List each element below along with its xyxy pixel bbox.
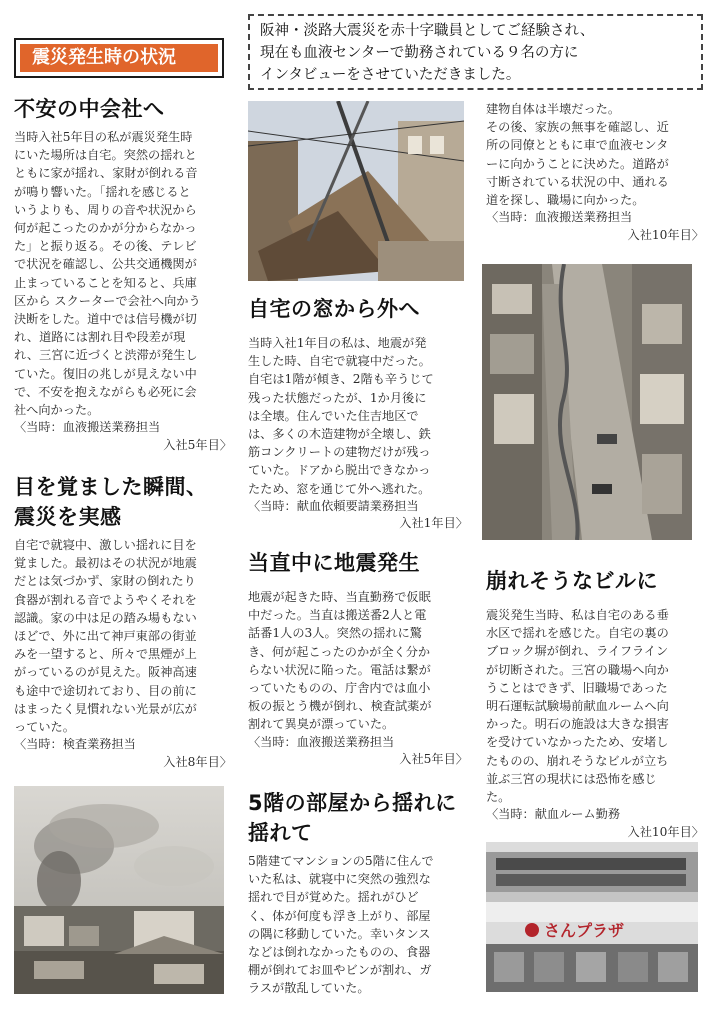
article-body: 5階建てマンションの5階に住んで いた私は、就寝中に突然の強烈な 揺れで目が覚めた。揺れがひど く、体が何度も浮き上がり、部屋 の隅に移動していた。幸いタンス などは倒れなかったものの、食器 棚が倒れてお皿やビンが割れ、ガ ラスが散乱していた。 bbox=[248, 854, 434, 996]
article-woke-up bbox=[14, 472, 232, 771]
photo-smoke-over-city bbox=[14, 786, 224, 994]
collapsed-houses-image bbox=[248, 101, 464, 281]
article-role: 〈当時：検査業務担当 bbox=[14, 737, 136, 752]
intro-box bbox=[248, 14, 703, 90]
photo-collapsed-houses bbox=[248, 101, 464, 281]
article-year: 入社5年目〉 bbox=[399, 752, 468, 767]
article-role: 〈当時：血液搬送業務担当 bbox=[486, 210, 633, 225]
san-plaza-sign: さんプラザ bbox=[544, 921, 625, 940]
article-role: 〈当時：献血ルーム勤務 bbox=[486, 807, 621, 822]
intro-line: インタビューをさせていただきました。 bbox=[260, 67, 521, 83]
article-body: 建物自体は半壊だった。 その後、家族の無事を確認し、近 所の同僚とともに車で血液センタ ーに向かうことに決めた。道路が 寸断されている状況の中、通れる 道を探し、職場に向かった。 bbox=[486, 102, 669, 208]
article-role: 〈当時：血液搬送業務担当 bbox=[248, 734, 395, 749]
article-body: 当時入社1年目の私は、地震が発 生した時、自宅で就寝中だった。 自宅は1階が傾き、2階も辛うじて 残った状態だったが、1か月後に は全壊。住んでいた住吉地区で は、多くの木造建物が全壊し、鉄 筋コンクリートの建物だけが残っ ていた。ドアから脱出できなかっ たため、窓を通じて外へ逃れた。 bbox=[248, 336, 434, 496]
article-heading: 不安の中会社へ bbox=[14, 97, 165, 121]
article-body: 地震が起きた時、当直勤務で仮眠 中だった。当直は搬送番2人と電 話番1人の3人。突然の揺れに驚 き、何が起こったのかが全く分か らない状況に陥った。電話は繋が っていたものの、庁舎内では血小 板の振とう機が倒れ、検査試薬が 割れて異臭が漂っていた。 bbox=[248, 590, 432, 732]
article-heading: 5階の部屋から揺れに bbox=[248, 791, 457, 815]
article-role: 〈当時：献血依頼要請業務担当 bbox=[248, 498, 419, 513]
article-fifth-floor-continued bbox=[486, 100, 704, 244]
section-badge bbox=[14, 38, 224, 78]
article-year: 入社5年目〉 bbox=[163, 437, 232, 452]
article-night-shift bbox=[248, 548, 468, 769]
article-heading: 崩れそうなビルに bbox=[486, 569, 658, 593]
article-year: 入社10年目〉 bbox=[627, 227, 704, 242]
intro-line: 現在も血液センターで勤務されている９名の方に bbox=[260, 45, 579, 61]
article-body: 自宅で就寝中、激しい揺れに目を 覚ました。最初はその状況が地震 だとは気づかず、家財の倒れたり 食器が割れる音でようやくそれを 認識。家の中は足の踏み場もない ほどで、外に出て神戸東部の街並 みを一望すると、所々で黒煙が上 がっているのが見えた。阪神高速 も途中で途切れており、目の前に はまったく見慣れない光景が広が っていた。 bbox=[14, 538, 197, 735]
article-fifth-floor bbox=[248, 788, 468, 998]
section-badge-label: 震災発生時の状況 bbox=[20, 44, 218, 72]
article-year: 入社10年目〉 bbox=[627, 824, 704, 839]
smoke-city-image bbox=[14, 786, 224, 994]
photo-collapsed-expressway bbox=[482, 264, 692, 540]
san-plaza-image bbox=[486, 842, 698, 992]
article-role: 〈当時：血液搬送業務担当 bbox=[14, 420, 161, 435]
article-heading: 当直中に地震発生 bbox=[248, 551, 420, 575]
article-body: 震災発生当時、私は自宅のある垂 水区で揺れを感じた。自宅の裏の ブロック塀が倒れ、ライフライン が切断された。三宮の職場へ向か うことはできず、旧職場であった 明石運転試験場前献血ルームへ向 かった。明石の施設は大きな損害 を受けていなかったため、安堵し たものの、崩れそうなビルが立ち 並ぶ三宮の現状には恐怖を感じ た。 bbox=[486, 608, 669, 805]
article-anxious-commute bbox=[14, 94, 232, 454]
intro-line: 阪神・淡路大震災を赤十字職員としてご経験され、 bbox=[260, 23, 595, 39]
article-heading: 揺れて bbox=[248, 821, 313, 845]
article-heading: 自宅の窓から外へ bbox=[248, 297, 420, 321]
expressway-image bbox=[482, 264, 692, 540]
article-heading: 震災を実感 bbox=[14, 505, 122, 529]
article-unstable-buildings bbox=[486, 566, 704, 841]
article-year: 入社1年目〉 bbox=[399, 516, 468, 531]
photo-san-plaza-building bbox=[486, 842, 698, 992]
article-body: 当時入社5年目の私が震災発生時 にいた場所は自宅。突然の揺れと ともに家が揺れ、家財が倒れる音 が鳴り響いた。「揺れを感じると いうよりも、周りの音や状況から 何が起こったのかが分からなかっ た」と振り返る。その後、テレビ で状況を確認し、公共交通機関が 止まっていることを知ると、兵庫 区から スクーターで会社へ向かう 決断をした。道中では信号機が切 れ、道路には割れ目や段差が現 れ、三宮に近づくと渋滞が発生し ていた。復旧の兆しが見えない中 で、不安を抱えながらも必死に会 社へ向かった。 bbox=[14, 130, 201, 418]
article-escape-window bbox=[248, 294, 468, 533]
article-heading: 目を覚ました瞬間、 bbox=[14, 475, 208, 499]
article-year: 入社8年目〉 bbox=[163, 754, 232, 769]
